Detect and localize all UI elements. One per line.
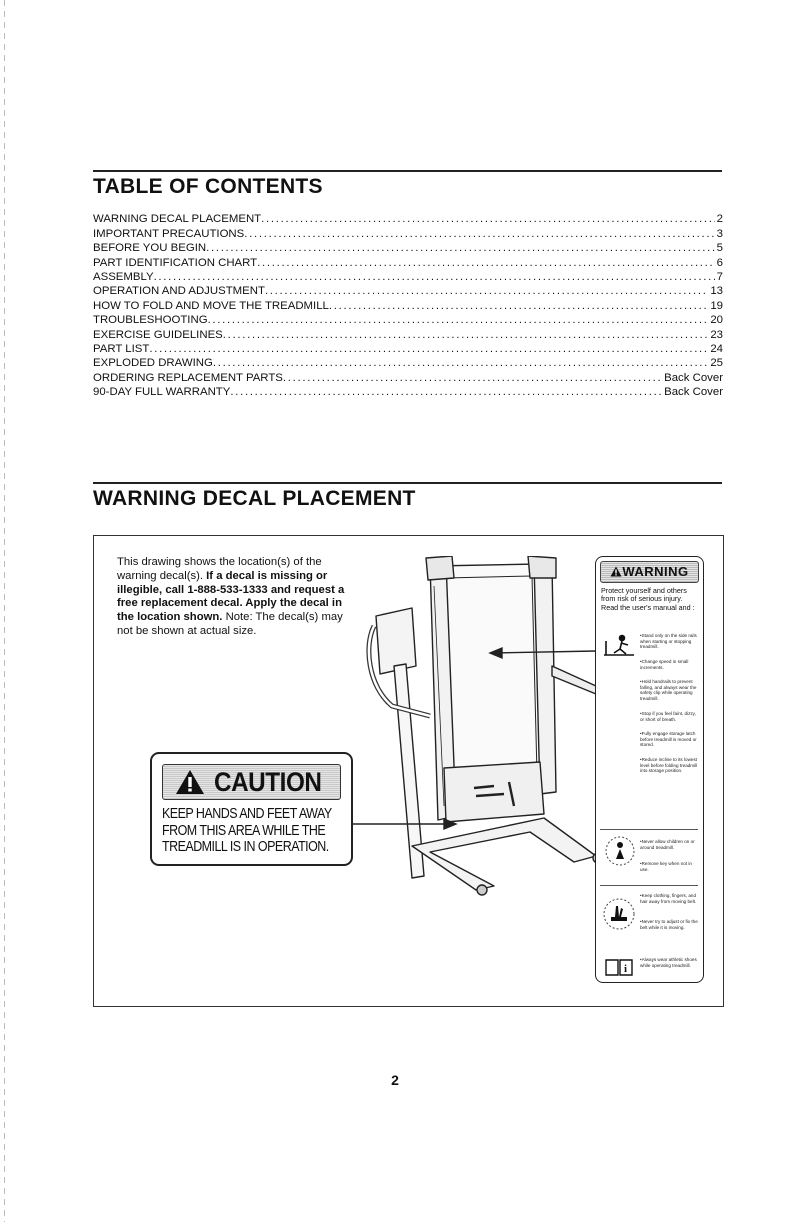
toc-leader-dots xyxy=(261,212,715,226)
warning-item: •Never allow children on or around treadmill. xyxy=(640,839,695,850)
toc-entry-page: 3 xyxy=(716,227,723,240)
motor-hood xyxy=(444,762,544,822)
toc-entry-title: PART LIST xyxy=(93,342,150,355)
toc-entry-page: 7 xyxy=(716,270,723,283)
toc-leader-dots xyxy=(223,328,709,342)
warning-item: •Hold handrails to prevent falling, and always wear the safety clip while operating treadmill. xyxy=(640,679,697,701)
warning-item: •Remove key when not in use. xyxy=(640,861,692,872)
scan-edge xyxy=(4,0,5,1222)
toc-entry-page: 19 xyxy=(710,299,723,312)
warning-separator xyxy=(600,829,698,830)
toc-entry-page: Back Cover xyxy=(664,371,723,384)
warning-item: •Fully engage storage latch before treadmill is moved or stored. xyxy=(640,731,697,748)
treadmill-illustration xyxy=(334,556,614,896)
warning-separator xyxy=(600,885,698,886)
toc-entry xyxy=(93,284,723,298)
toc-leader-dots xyxy=(329,299,708,313)
caution-text xyxy=(162,806,351,856)
side-arm xyxy=(552,666,596,694)
warning-item: •Reduce incline to its lowest level before folding treadmill into storage position. xyxy=(640,757,698,774)
toc-entry-title: EXERCISE GUIDELINES xyxy=(93,328,223,341)
warning-item: •Never try to adjust or fix the belt while it is moving. xyxy=(640,919,698,930)
decal-heading: WARNING DECAL PLACEMENT xyxy=(93,487,416,510)
toc-entry xyxy=(93,255,723,269)
warning-triangle-icon xyxy=(175,769,205,795)
intro-text-1: This drawing shows the location(s) of the warning decal(s). xyxy=(117,556,322,582)
warning-item: •Always wear athletic shoes while operating treadmill. xyxy=(640,957,697,968)
toc-leader-dots xyxy=(283,371,662,385)
warning-item: •Keep clothing, fingers, and hair away from moving belt. xyxy=(640,893,697,904)
decal-intro xyxy=(117,556,352,639)
toc-leader-dots xyxy=(149,342,708,356)
toc-leader-dots xyxy=(230,385,662,399)
moving-belt-icon xyxy=(602,897,636,931)
decal-panel xyxy=(93,535,724,1007)
svg-text:i: i xyxy=(624,963,628,975)
console xyxy=(376,608,416,674)
warning-decal xyxy=(595,556,704,983)
toc-entry-title: ASSEMBLY xyxy=(93,270,154,283)
toc-entry xyxy=(93,226,723,240)
toc-entry-title: PART IDENTIFICATION CHART xyxy=(93,256,258,269)
toc-entry-title: HOW TO FOLD AND MOVE THE TREADMILL xyxy=(93,299,329,312)
top-cap-right xyxy=(528,556,556,578)
warning-item: •Change speed in small increments. xyxy=(640,659,689,670)
toc-entry xyxy=(93,313,723,327)
warning-title: WARNING xyxy=(622,564,689,579)
toc-entry-title: IMPORTANT PRECAUTIONS xyxy=(93,227,245,240)
warning-item: •Stand only on the side rails when starting or stopping treadmill. xyxy=(640,633,697,650)
toc-entry xyxy=(93,327,723,341)
toc-entry-page: Back Cover xyxy=(664,386,723,399)
toc-leader-dots xyxy=(265,284,708,298)
toc-entry-page: 5 xyxy=(716,242,723,255)
toc-entry-title: WARNING DECAL PLACEMENT xyxy=(93,213,262,226)
caution-line: KEEP HANDS AND FEET AWAY xyxy=(162,806,332,822)
warning-triangle-icon xyxy=(610,566,622,577)
intro-text-2: Note: The decal(s) may not be shown at actual size. xyxy=(117,611,343,637)
toc-entry xyxy=(93,342,723,356)
toc-list xyxy=(93,212,723,399)
toc-entry-page: 25 xyxy=(710,357,723,370)
toc-leader-dots xyxy=(213,356,708,370)
toc-entry xyxy=(93,385,723,399)
toc-leader-dots xyxy=(257,256,715,270)
warning-item: •Stop if you feel faint, dizzy, or short of breath. xyxy=(640,711,696,722)
toc-entry-page: 24 xyxy=(710,342,723,355)
toc-entry-page: 23 xyxy=(710,328,723,341)
caution-line: FROM THIS AREA WHILE THE xyxy=(162,822,326,839)
toc-entry xyxy=(93,370,723,384)
toc-entry xyxy=(93,356,723,370)
toc-entry-title: EXPLODED DRAWING xyxy=(93,357,213,370)
toc-entry-title: OPERATION AND ADJUSTMENT xyxy=(93,285,265,298)
toc-leader-dots xyxy=(208,313,709,327)
toc-entry-page: 2 xyxy=(716,213,723,226)
base-frame xyxy=(412,818,596,890)
toc-leader-dots xyxy=(206,241,715,255)
caution-header xyxy=(162,764,341,800)
toc-entry-page: 13 xyxy=(710,285,723,298)
toc-entry-title: BEFORE YOU BEGIN xyxy=(93,242,207,255)
toc-entry-page: 20 xyxy=(710,314,723,327)
no-children-icon xyxy=(604,835,636,867)
caution-line: TREADMILL IS IN OPERATION. xyxy=(162,839,329,855)
toc-entry xyxy=(93,270,723,284)
toc-rule xyxy=(93,170,722,172)
intro-text-bold: If a decal is missing or illegible, call 1-888-533-1333 and request a free replacement decal. Apply the decal in the location shown. xyxy=(117,569,345,624)
read-manual-icon xyxy=(604,957,634,977)
toc-entry-page: 6 xyxy=(716,256,723,269)
stand-on-rails-icon xyxy=(602,633,636,659)
toc-entry-title: ORDERING REPLACEMENT PARTS xyxy=(93,371,283,384)
toc-entry-title: TROUBLESHOOTING xyxy=(93,314,208,327)
page-number: 2 xyxy=(391,1072,399,1088)
toc-leader-dots xyxy=(154,270,715,284)
toc-entry xyxy=(93,241,723,255)
warning-intro: Protect yourself and others from risk of serious injury. Read the user's manual and : xyxy=(601,586,695,612)
toc-entry xyxy=(93,298,723,312)
toc-leader-dots xyxy=(244,227,714,241)
top-cap-left xyxy=(426,556,454,580)
caution-title: CAUTION xyxy=(214,766,322,797)
toc-heading: TABLE OF CONTENTS xyxy=(93,175,323,198)
toc-entry-title: 90-DAY FULL WARRANTY xyxy=(93,386,231,399)
toc-entry xyxy=(93,212,723,226)
decal-rule xyxy=(93,482,722,484)
caution-decal xyxy=(150,752,353,866)
warning-header xyxy=(600,561,699,583)
